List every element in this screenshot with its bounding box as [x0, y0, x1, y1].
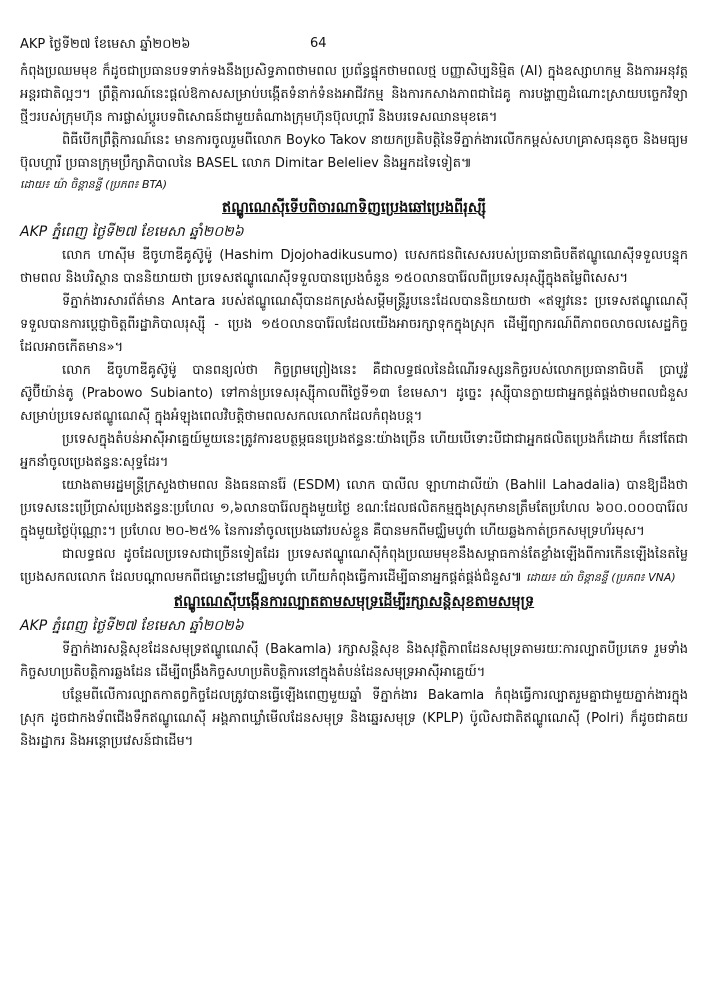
article2-paragraph-1: លោក ហាស៊ីម ឌីចូហាឌីគូស៊ូម៉ូ (Hashim Djojohadikusumo) បេសកជនពិសេសរបស់ប្រធានាធិបតីឥណ្ឌូណេស៊ីទទួលបន្ទុកថាមពល និងបរិស្ថាន បាននិយាយថា ប្រទេសឥណ្ឌូណេស៊ីទទួលបានប្រេងចំនួន ១៥០លានបារ៉ែលពីប្រទេសរុស្ស៊ីក្នុងតម្លៃពិសេស។ [20, 248, 688, 286]
page-header [20, 36, 687, 54]
article2-paragraph-5: យោងតាមរដ្ឋមន្ត្រីក្រសួងថាមពល និងធនធានរ៉ែ (ESDM) លោក បាលីល ឡាហាដាលីយ៉ា (Bahlil Lahadalia) បានឱ្យដឹងថា ប្រទេសនេះប្រើប្រាស់ប្រេងឥន្ធនៈប្រហែល ១,៦លានបារ៉ែលក្នុងមួយថ្ងៃ ខណៈដែលផលិតកម្មក្នុងស្រុកមានត្រឹមតែប្រហែល ៦០០.០០០បារ៉ែលក្នុងមួយថ្ងៃប៉ុណ្ណោះ។ ប្រហែល ២០-២៥% នៃការនាំចូលប្រេងឆៅរបស់ខ្លួន គឺបានមកពីមជ្ឈិមបូព៌ា ហើយឆ្លងកាត់ច្រកសមុទ្រហ័រមុស។ [20, 478, 688, 539]
article2-paragraph-6-text: ជាលទ្ធផល ដូចដែលប្រទេសជាច្រើនទៀតដែរ ប្រទេសឥណ្ឌូណេស៊ីកំពុងប្រឈមមុខនឹងសម្ពាធកាន់តែខ្លាំងឡើងពីការកើនឡើងនៃតម្លៃប្រេងសកលលោក ដែលបណ្ដាលមកពីជម្លោះនៅមជ្ឈិមបូព៌ា ហើយកំពុងធ្វើការដើម្បីធានាអ្នកផ្គត់ផ្គង់ជំនួស៕ [20, 547, 688, 585]
article2-byline: ដោយ៖ យ៉ា ចិន្ដានន្ទី (ប្រភព៖ VNA) [526, 571, 676, 584]
article2-dateline: AKP ភ្នំពេញ ថ្ងៃទី២៧ ខែមេសា ឆ្នាំ២០២៦ [20, 224, 244, 240]
article2-paragraph-6 [20, 543, 688, 589]
article2-paragraph-4: ប្រទេសក្នុងតំបន់អាស៊ីអាគ្នេយ៍មួយនេះត្រូវការឧបត្ថម្ភធនប្រេងឥន្ធនៈយ៉ាងច្រើន ហើយបើទោះបីជាជាអ្នកផលិតប្រេងក៏ដោយ ក៏នៅតែជាអ្នកនាំចូលប្រេងឥន្ធនៈសុទ្ធដែរ។ [20, 432, 688, 470]
article3-title: ឥណ្ឌូណេស៊ីបង្កើនការល្បាតតាមសមុទ្រដើម្បីរក្សាសន្តិសុខតាមសមុទ្រ [173, 594, 535, 610]
article1-byline: ដោយ៖ យ៉ា ចិន្ដានន្ទី (ប្រភព៖ BTA) [20, 178, 168, 191]
article3-paragraph-2: បន្ថែមពីលើការល្បាតកាតព្វកិច្ចដែលត្រូវបានធ្វើឡើងពេញមួយឆ្នាំ ទីភ្នាក់ងារ Bakamla កំពុងធ្វើការល្បាតរួមគ្នាជាមួយភ្នាក់ងារក្នុងស្រុក ដូចជាកងទ័ពជើងទឹកឥណ្ឌូណេស៊ី អង្គភាពឃ្លាំមើលដែនសមុទ្រ និងឆ្នេរសមុទ្រ (KPLP) ប៉ូលិសជាតិឥណ្ឌូណេស៊ី (Polri) ក៏ដូចជាគយ និងរដ្ឋាករ និងអន្តោប្រវេសន៍ជាដើម។ [20, 688, 688, 749]
article3-dateline: AKP ភ្នំពេញ ថ្ងៃទី២៧ ខែមេសា ឆ្នាំ២០២៦ [20, 618, 244, 634]
article1-paragraph-1: កំពុងប្រឈមមុខ ក៏ដូចជាប្រធានបទទាក់ទងនឹងប្រសិទ្ធភាពថាមពល ប្រព័ន្ធផ្ទុកថាមពលថ្ម បញ្ញាសិប្បនិម្មិត (AI) ក្នុងឧស្សាហកម្ម និងការអនុវត្តអន្តរជាតិល្អៗ។ ព្រឹត្តិការណ៍នេះផ្ដល់ឱកាសសម្រាប់បង្កើតទំនាក់ទំនងអាជីវកម្ម និងការកសាងភាពជាដៃគូ ការបង្ហាញដំណោះស្រាយបច្ចេកវិទ្យាថ្មីៗរបស់ក្រុមហ៊ុន ការផ្លាស់ប្ដូរបទពិសោធន៍ជាមួយតំណាងក្រុមហ៊ុនប៊ុលហ្គារី និងបរទេសឈានមុខគេ។ [20, 64, 688, 125]
article2-paragraph-3: លោក ឌីចូហាឌីគូស៊ូម៉ូ បានពន្យល់ថា កិច្ចព្រមព្រៀងនេះ គឺជាលទ្ធផលនៃដំណើរទស្សនកិច្ចរបស់លោកប្រធានាធិបតី ប្រាបូវ៉ូ ស៊ូប៊ីយ៉ាន់តូ (Prabowo Subianto) ទៅកាន់ប្រទេសរុស្ស៊ីកាលពីថ្ងៃទី១៣ ខែមេសា។ ដូច្នេះ រុស្ស៊ីបានក្លាយជាអ្នកផ្គត់ផ្គង់ថាមពលជំនួសសម្រាប់ប្រទេសឥណ្ឌូណេស៊ី ក្នុងអំឡុងពេលវិបត្តិថាមពលសកលលោកដែលកំពុងបន្ត។ [20, 363, 688, 424]
page-content [20, 60, 688, 753]
article1-paragraph-2: ពិធីបើកព្រឹត្តិការណ៍នេះ មានការចូលរួមពីលោក Boyko Takov នាយកប្រតិបត្តិនៃទីភ្នាក់ងារលើកកម្ពស់សហគ្រាសធុនតូច និងមធ្យមប៊ុលហ្គារី ប្រធានក្រុមប្រឹក្សាភិបាលនៃ BASEL លោក Dimitar Beleliev និងអ្នកដទៃទៀត៕ [20, 133, 688, 171]
header-date: AKP ថ្ងៃទី២៧ ខែមេសា ឆ្នាំ២០២៦ [20, 37, 191, 52]
article2-title: ឥណ្ឌូណេស៊ីទើបពិចារណាទិញប្រេងឆៅប្រេងពីរុស្ស៊ី [222, 200, 486, 216]
article2-paragraph-2: ទីភ្នាក់ងារសារព័ត៌មាន Antara របស់ឥណ្ឌូណេស៊ីបានដកស្រង់សម្ដីមន្ត្រីរូបនេះដែលបាននិយាយថា «ឥឡូវនេះ ប្រទេសឥណ្ឌូណេស៊ីទទួលបានការប្ដេជ្ញាចិត្តពីរដ្ឋាភិបាលរុស្ស៊ី - ប្រេង ១៥០លានបារ៉ែលដែលយើងអាចរក្សាទុកក្នុងស្រុក ដើម្បីព្យាករណ៍ពីភាពចលាចលសេដ្ឋកិច្ចដែលអាចកើតមាន»។ [20, 294, 688, 355]
page-number: 64 [310, 36, 327, 51]
article3-paragraph-1: ទីភ្នាក់ងារសន្តិសុខដែនសមុទ្រឥណ្ឌូណេស៊ី (Bakamla) រក្សាសន្តិសុខ និងសុវត្ថិភាពដែនសមុទ្រតាមរយៈការល្បាតបីប្រភេទ រួមទាំងកិច្ចសហប្រតិបត្តិការឆ្លងដែន ដើម្បីពង្រឹងកិច្ចសហប្រតិបត្តិការនៅក្នុងតំបន់ដែនសមុទ្រអាស៊ីអាគ្នេយ៍។ [20, 642, 688, 680]
